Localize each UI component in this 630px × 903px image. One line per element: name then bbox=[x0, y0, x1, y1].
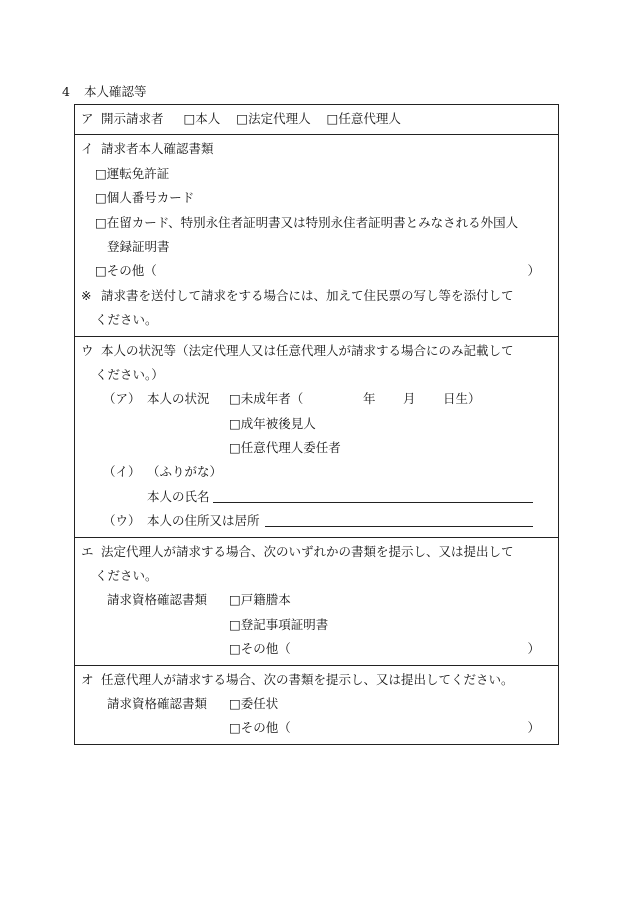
item-mark-i: イ bbox=[81, 141, 94, 157]
name-label: 本人の氏名 bbox=[147, 488, 210, 504]
voluntary-rep-doc-row-1 bbox=[81, 692, 552, 716]
legal-rep-doc-row-3 bbox=[81, 637, 552, 661]
address-field[interactable] bbox=[265, 511, 533, 527]
checkbox-other-id[interactable]: □その他（ bbox=[95, 263, 157, 279]
status-row-minor bbox=[81, 387, 552, 411]
sub-mark-i: （イ） bbox=[103, 464, 141, 480]
other-id-row bbox=[81, 259, 552, 283]
voluntary-rep-doc-label: 請求資格確認書類 bbox=[107, 695, 208, 711]
furigana-row bbox=[81, 460, 552, 484]
legal-rep-doc-row-2 bbox=[81, 613, 552, 637]
name-field[interactable] bbox=[213, 487, 533, 503]
principal-status-section bbox=[75, 336, 558, 537]
name-row bbox=[81, 485, 552, 509]
other-id-close-paren: ） bbox=[527, 263, 540, 279]
birth-day-label: 日生） bbox=[443, 391, 481, 407]
checkbox-legal-rep-other[interactable]: □その他（ bbox=[229, 641, 291, 657]
principal-status-title-continuation: ください。） bbox=[95, 366, 164, 382]
furigana-label: （ふりがな） bbox=[147, 464, 223, 480]
checkbox-voluntary-principal[interactable]: □任意代理人委任者 bbox=[229, 440, 341, 456]
checkbox-voluntary-rep-other[interactable]: □その他（ bbox=[229, 720, 291, 736]
checkbox-family-register[interactable]: □戸籍謄本 bbox=[229, 592, 291, 608]
sub-mark-u: （ウ） bbox=[103, 513, 141, 529]
section-number: 4 bbox=[62, 84, 70, 99]
legal-rep-docs-section bbox=[75, 537, 558, 665]
voluntary-rep-doc-row-2 bbox=[81, 716, 552, 740]
identity-verification-table bbox=[74, 104, 559, 745]
birth-year-label: 年 bbox=[363, 391, 376, 407]
item-mark-e: エ bbox=[81, 543, 94, 559]
section-title: 本人確認等 bbox=[83, 84, 147, 99]
principal-status-title: 本人の状況等（法定代理人又は任意代理人が請求する場合にのみ記載して bbox=[101, 342, 514, 358]
mail-note-text: 請求書を送付して請求をする場合には、加えて住民票の写し等を添付して bbox=[101, 287, 514, 303]
checkbox-adult-ward[interactable]: □成年被後見人 bbox=[229, 415, 316, 431]
voluntary-rep-instruction-row bbox=[81, 668, 552, 692]
item-mark-a: ア bbox=[81, 111, 94, 126]
id-documents-title: 請求者本人確認書類 bbox=[101, 141, 214, 157]
status-row-adult-ward bbox=[81, 412, 552, 436]
legal-rep-doc-row-1 bbox=[81, 588, 552, 612]
checkbox-legal-representative[interactable]: □法定代理人 bbox=[236, 111, 311, 126]
requester-type-row bbox=[81, 107, 552, 131]
checkbox-my-number-card[interactable]: □個人番号カード bbox=[95, 190, 195, 206]
birth-month-label: 月 bbox=[403, 391, 416, 407]
status-row-principal bbox=[81, 436, 552, 460]
legal-rep-instruction: 法定代理人が請求する場合、次のいずれかの書類を提示し、又は提出して bbox=[101, 543, 514, 559]
address-row bbox=[81, 509, 552, 533]
checkbox-registry-certificate[interactable]: □登記事項証明書 bbox=[229, 616, 329, 632]
sub-mark-a: （ア） bbox=[103, 391, 141, 407]
checkbox-power-of-attorney[interactable]: □委任状 bbox=[229, 695, 279, 711]
checkbox-drivers-license[interactable]: □運転免許証 bbox=[95, 165, 170, 181]
voluntary-rep-instruction: 任意代理人が請求する場合、次の書類を提示し、又は提出してください。 bbox=[101, 671, 514, 687]
mail-note-row bbox=[81, 284, 552, 308]
voluntary-rep-other-close-paren: ） bbox=[527, 720, 540, 736]
legal-rep-instruction-continuation: ください。 bbox=[95, 568, 158, 584]
requester-type-section bbox=[75, 105, 558, 134]
checkbox-voluntary-representative[interactable]: □任意代理人 bbox=[326, 111, 401, 126]
legal-rep-other-close-paren: ） bbox=[527, 641, 540, 657]
legal-rep-doc-label: 請求資格確認書類 bbox=[107, 592, 208, 608]
status-label: 本人の状況 bbox=[147, 391, 210, 407]
checkbox-self[interactable]: □本人 bbox=[183, 111, 221, 126]
id-documents-section bbox=[75, 134, 558, 335]
voluntary-rep-docs-section bbox=[75, 665, 558, 744]
mail-note-continuation: ください。 bbox=[95, 312, 158, 328]
item-mark-o: オ bbox=[81, 671, 94, 687]
principal-status-title-row bbox=[81, 339, 552, 363]
legal-rep-instruction-row bbox=[81, 540, 552, 564]
section-heading bbox=[62, 82, 147, 100]
checkbox-residence-card[interactable]: □在留カード、特別永住者証明書又は特別永住者証明書とみなされる外国人 bbox=[95, 214, 519, 230]
address-label: 本人の住所又は居所 bbox=[147, 513, 260, 529]
requester-label: 開示請求者 bbox=[101, 111, 164, 126]
checkbox-minor[interactable]: □未成年者（ bbox=[229, 391, 304, 407]
note-mark: ※ bbox=[81, 287, 92, 303]
id-documents-title-row bbox=[81, 137, 552, 161]
item-mark-u: ウ bbox=[81, 342, 94, 358]
residence-card-continuation: 登録証明書 bbox=[107, 238, 170, 254]
